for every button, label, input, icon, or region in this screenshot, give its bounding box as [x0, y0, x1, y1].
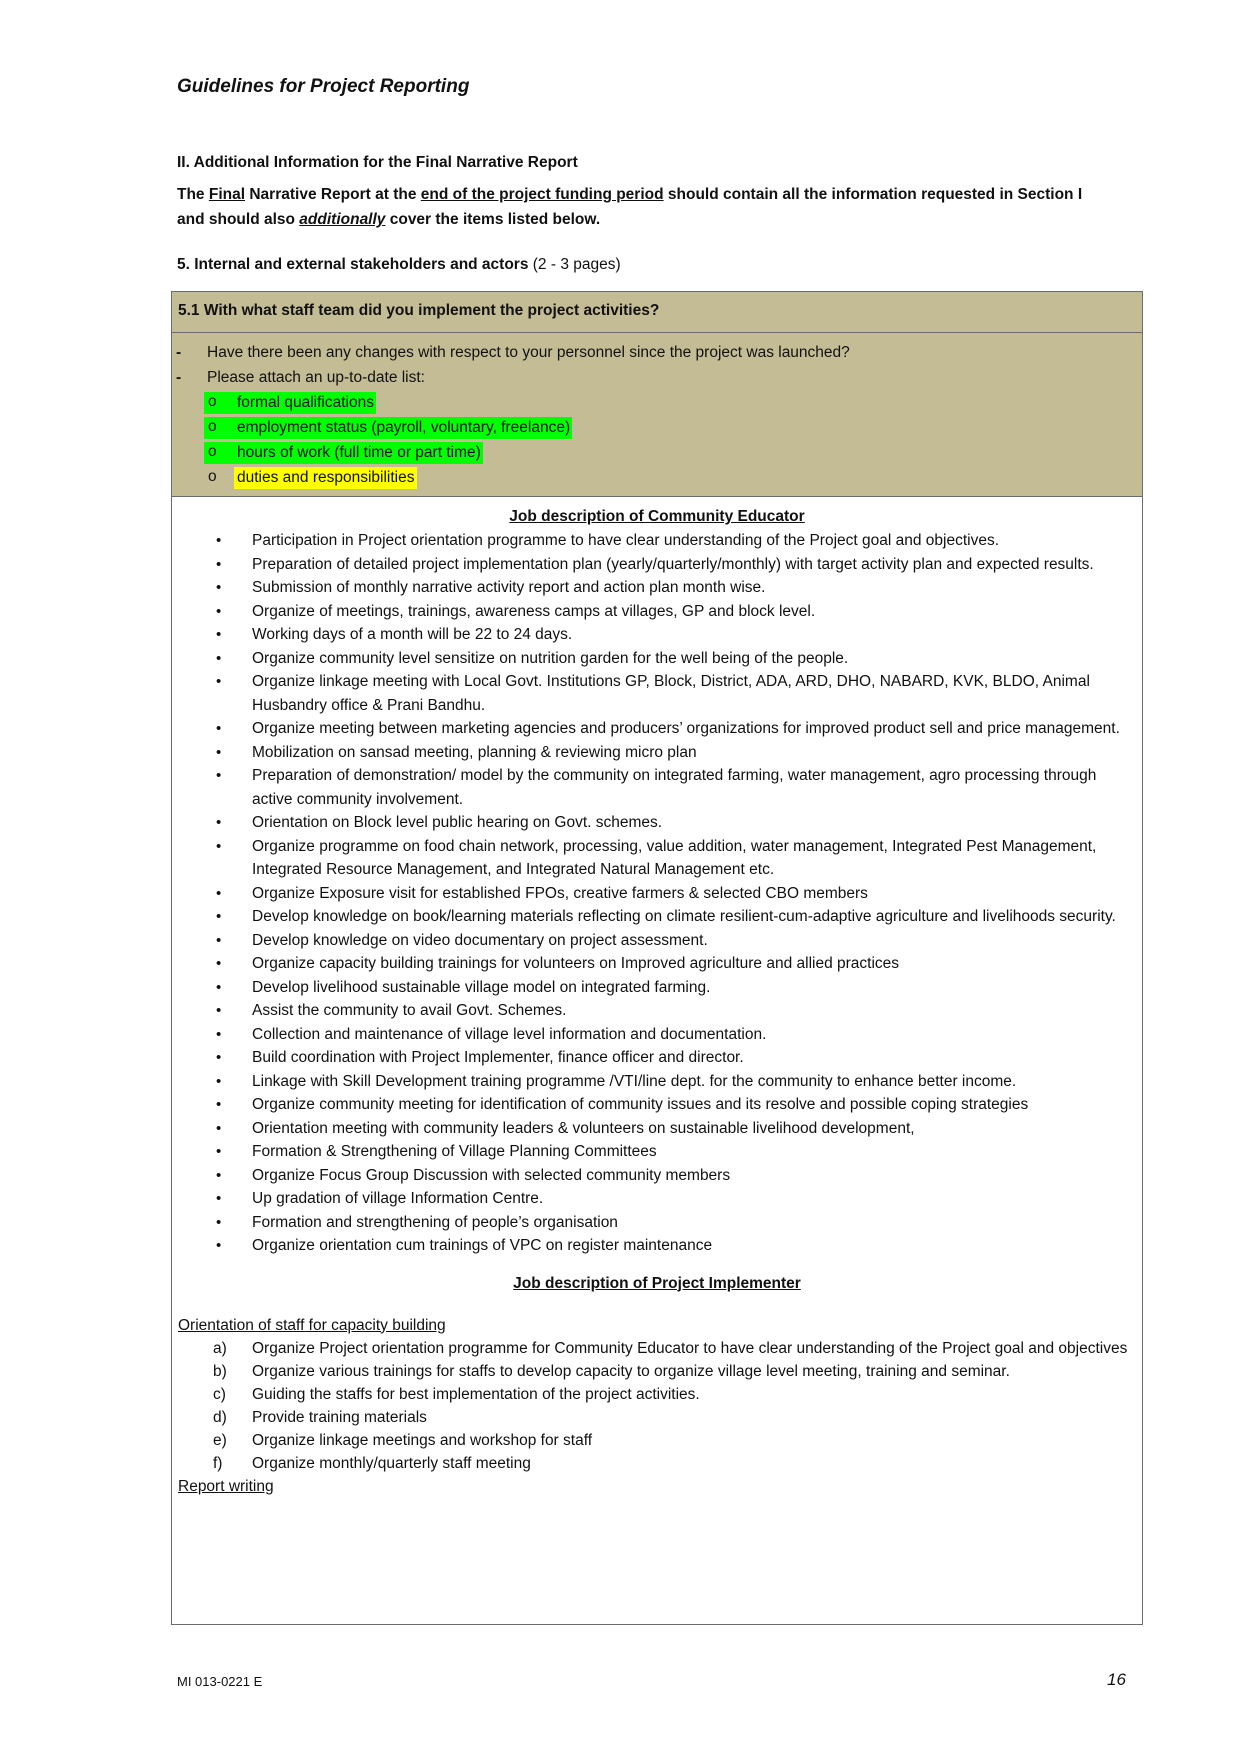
duty-item: [172, 811, 1142, 835]
duty-text: Organize Focus Group Discussion with selected community members: [252, 1166, 731, 1184]
bullet-icon: •: [216, 1190, 222, 1207]
duty-item: [172, 1093, 1142, 1117]
duty-item: [172, 717, 1142, 741]
duty-text: Develop knowledge on book/learning materials reflecting on climate resilient-cum-adaptive agriculture and livelihoods security.: [252, 908, 1116, 925]
duty-item: [172, 741, 1142, 765]
duty-item: [172, 529, 1142, 553]
project-implementer-duties: [172, 1337, 1142, 1475]
intro-paragraph: The Final Narrative Report at the end of the project funding period should contain all the information requested in Section I and should also additionally cover the items listed below.: [177, 186, 1083, 228]
page-header: Guidelines for Project Reporting: [177, 76, 470, 97]
implementer-duty-item: [172, 1429, 1142, 1452]
subsection-title: 5. Internal and external stakeholders and actors (2 - 3 pages): [177, 256, 621, 273]
attachment-item: [172, 390, 1142, 415]
implementer-duty-text: Guiding the staffs for best implementation of the project activities.: [252, 1385, 700, 1403]
duty-item: [172, 999, 1142, 1023]
duty-text: Working days of a month will be 22 to 24 days.: [252, 626, 573, 643]
implementer-duty-item: [172, 1452, 1142, 1475]
bullet-icon: •: [216, 978, 222, 996]
duty-text: Formation and strengthening of people’s organisation: [252, 1213, 618, 1231]
instruction-item: - Please attach an up-to-date list:: [176, 369, 425, 386]
list-marker: b): [213, 1362, 227, 1380]
bullet-icon: •: [216, 1166, 222, 1184]
bullet-icon: •: [216, 579, 222, 596]
duty-text: Assist the community to avail Govt. Schemes.: [252, 1002, 567, 1019]
attachment-item-text: employment status (payroll, voluntary, freelance): [237, 419, 571, 436]
circle-bullet: o: [208, 393, 217, 410]
question-heading: 5.1 With what staff team did you implement the project activities?: [172, 292, 1142, 333]
bullet-icon: •: [216, 649, 222, 667]
duty-text: Build coordination with Project Implementer, finance officer and director.: [252, 1049, 744, 1066]
list-marker: d): [213, 1408, 227, 1426]
community-educator-duties: [172, 529, 1142, 1258]
duty-item: [172, 1187, 1142, 1211]
duty-text: Collection and maintenance of village level information and documentation.: [252, 1025, 767, 1043]
duty-text: Orientation meeting with community leaders & volunteers on sustainable livelihood development,: [252, 1119, 915, 1137]
duty-text: Submission of monthly narrative activity report and action plan month wise.: [252, 579, 766, 596]
bullet-icon: •: [216, 837, 222, 855]
implementer-duty-text: Organize Project orientation programme for Community Educator to have clear understanding of the Project goal and objectives: [252, 1339, 1128, 1357]
implementer-duty-text: Organize various trainings for staffs to develop capacity to organize village level meeting, training and seminar.: [252, 1362, 1010, 1380]
bullet-icon: •: [216, 931, 222, 949]
duty-item: [172, 835, 1142, 882]
additionally-emphasis: additionally: [299, 211, 386, 228]
duty-text: Organize capacity building trainings for volunteers on Improved agriculture and allied practices: [252, 955, 900, 972]
bullet-icon: •: [216, 1072, 222, 1090]
duty-text: Up gradation of village Information Centre.: [252, 1190, 544, 1207]
orientation-heading: Orientation of staff for capacity building: [178, 1316, 446, 1334]
section-title: II. Additional Information for the Final Narrative Report: [177, 154, 578, 171]
bullet-icon: •: [216, 626, 222, 643]
bullet-icon: •: [216, 1237, 222, 1254]
attachment-item: [172, 440, 1142, 465]
bullet-icon: •: [216, 1049, 222, 1066]
duty-text: Preparation of detailed project implementation plan (yearly/quarterly/monthly) with target activity plan and expected results.: [252, 555, 1094, 573]
duty-text: Organize linkage meeting with Local Govt. Institutions GP, Block, District, ADA, ARD, DHO, NABARD, KVK, BLDO, Animal Husbandry office & Prani Bandhu.: [252, 673, 1090, 714]
implementer-duty-item: [172, 1360, 1142, 1383]
duty-text: Organize Exposure visit for established FPOs, creative farmers & selected CBO members: [252, 884, 868, 902]
duty-item: [172, 670, 1142, 717]
duty-text: Participation in Project orientation programme to have clear understanding of the Project goal and objectives.: [252, 532, 1000, 549]
bullet-icon: •: [216, 1002, 222, 1019]
circle-bullet: o: [208, 468, 217, 485]
document-code: MI 013-0221 E: [177, 1674, 263, 1689]
duty-item: [172, 576, 1142, 600]
list-marker: a): [213, 1339, 227, 1357]
duty-text: Mobilization on sansad meeting, planning & reviewing micro plan: [252, 743, 697, 761]
bullet-icon: •: [216, 884, 222, 902]
duty-text: Organize meeting between marketing agencies and producers’ organizations for improved product sell and price management.: [252, 720, 1120, 737]
bullet-icon: •: [216, 814, 222, 831]
duty-text: Develop livelihood sustainable village model on integrated farming.: [252, 978, 711, 996]
bullet-icon: •: [216, 532, 222, 549]
attachment-item: [172, 415, 1142, 440]
duty-item: [172, 952, 1142, 976]
duty-text: Organize orientation cum trainings of VPC on register maintenance: [252, 1237, 713, 1254]
bullet-icon: •: [216, 908, 222, 925]
question-box: [171, 291, 1143, 1625]
bullet-icon: •: [216, 720, 222, 737]
duty-item: [172, 553, 1142, 577]
duty-item: [172, 1234, 1142, 1258]
instruction-item: - Have there been any changes with respect to your personnel since the project was launched?: [176, 344, 850, 361]
implementer-duty-text: Provide training materials: [252, 1408, 427, 1426]
bullet-icon: •: [216, 555, 222, 573]
duty-item: [172, 882, 1142, 906]
implementer-duty-item: [172, 1337, 1142, 1360]
list-marker: c): [213, 1385, 226, 1403]
list-marker: f): [213, 1454, 223, 1472]
question-instructions: [172, 333, 1142, 497]
implementer-duty-text: Organize monthly/quarterly staff meeting: [252, 1454, 531, 1472]
circle-bullet: o: [208, 443, 217, 460]
duty-text: Formation & Strengthening of Village Planning Committees: [252, 1143, 657, 1160]
bullet-icon: •: [216, 602, 222, 620]
bullet-icon: •: [216, 743, 222, 761]
duty-item: [172, 623, 1142, 647]
final-emphasis: Final: [208, 186, 246, 203]
attachment-item: [172, 465, 1142, 490]
duty-item: [172, 1070, 1142, 1094]
duty-item: [172, 600, 1142, 624]
duty-item: [172, 1046, 1142, 1070]
duty-item: [172, 1140, 1142, 1164]
duty-item: [172, 1211, 1142, 1235]
page-number: 16: [1107, 1670, 1126, 1689]
bullet-icon: •: [216, 1025, 222, 1043]
implementer-duty-item: [172, 1406, 1142, 1429]
duty-item: [172, 764, 1142, 811]
duty-item: [172, 1164, 1142, 1188]
implementer-duty-text: Organize linkage meetings and workshop for staff: [252, 1431, 593, 1449]
attachment-item-text: formal qualifications: [237, 394, 374, 411]
bullet-icon: •: [216, 1213, 222, 1231]
bullet-icon: •: [216, 1096, 222, 1113]
duty-item: [172, 1023, 1142, 1047]
report-writing-heading: Report writing: [178, 1477, 274, 1495]
duty-text: Orientation on Block level public hearing on Govt. schemes.: [252, 814, 663, 831]
duty-item: [172, 1117, 1142, 1141]
circle-bullet: o: [208, 418, 217, 435]
attachment-item-text: duties and responsibilities: [237, 469, 415, 486]
duty-item: [172, 929, 1142, 953]
bullet-icon: •: [216, 955, 222, 972]
bullet-icon: •: [216, 1119, 222, 1137]
duty-item: [172, 647, 1142, 671]
duty-text: Linkage with Skill Development training programme /VTI/line dept. for the community to enhance better income.: [252, 1072, 1017, 1090]
duty-item: [172, 976, 1142, 1000]
attachment-item-text: hours of work (full time or part time): [237, 444, 481, 461]
bullet-icon: •: [216, 673, 222, 690]
project-implementer-title: Job description of Project Implementer: [513, 1274, 801, 1292]
duty-text: Organize community level sensitize on nutrition garden for the well being of the people.: [252, 649, 849, 667]
funding-period-emphasis: end of the project funding period: [420, 186, 664, 203]
list-marker: e): [213, 1431, 227, 1449]
community-educator-title: Job description of Community Educator: [509, 508, 805, 525]
duty-text: Preparation of demonstration/ model by the community on integrated farming, water management, agro processing through active community involvement.: [252, 767, 1097, 808]
duty-item: [172, 905, 1142, 929]
duty-text: Organize of meetings, trainings, awareness camps at villages, GP and block level.: [252, 602, 816, 620]
bullet-icon: •: [216, 1143, 222, 1160]
duty-text: Develop knowledge on video documentary on project assessment.: [252, 931, 708, 949]
bullet-icon: •: [216, 767, 222, 784]
duty-text: Organize programme on food chain network, processing, value addition, water management, Integrated Pest Management, Integrated Resource Management, and Integrated Natural Management etc.: [252, 837, 1097, 878]
duty-text: Organize community meeting for identification of community issues and its resolve and possible coping strategies: [252, 1096, 1029, 1113]
implementer-duty-item: [172, 1383, 1142, 1406]
